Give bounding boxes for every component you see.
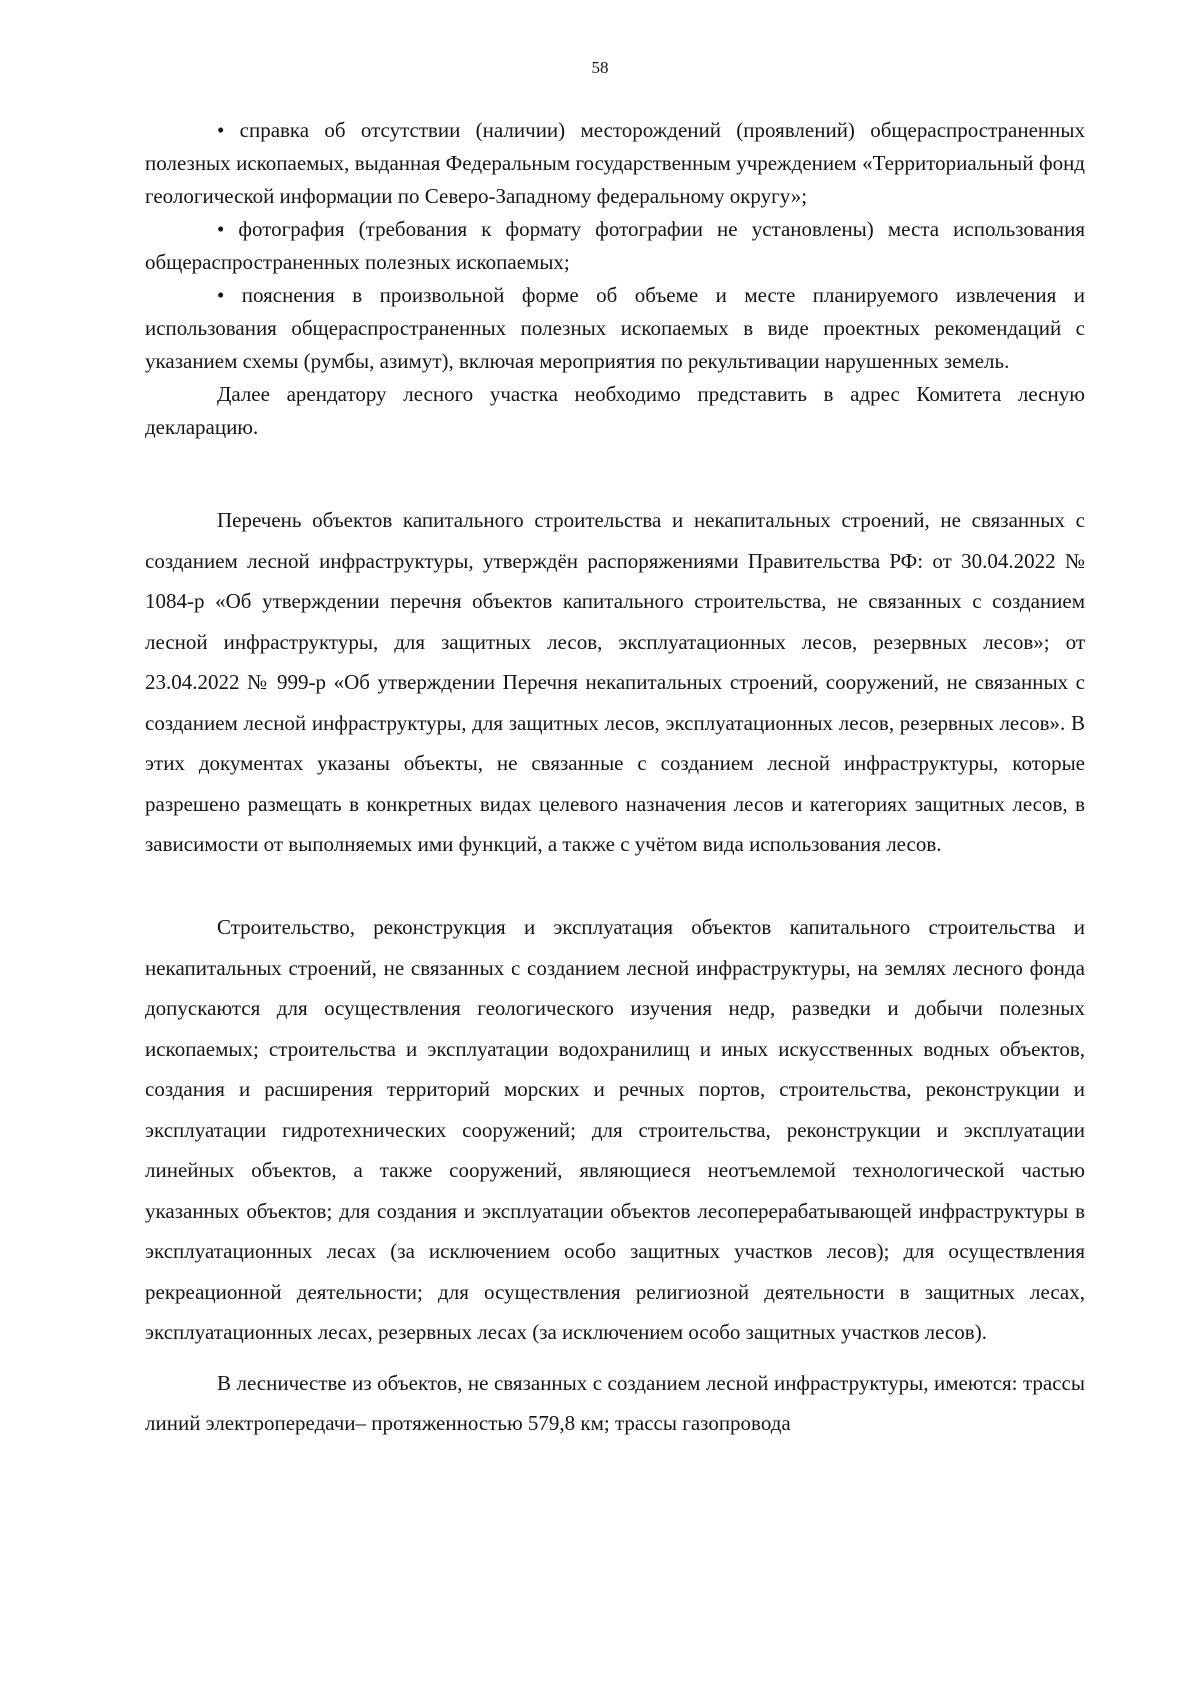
paragraph-construction: Строительство, реконструкция и эксплуатация объектов капитального строительства и некапитальных строений, не связанных с созданием лесной инфраструктуры, на землях лесного фонда допускаются для осуществления геологического изучения недр, разведки и добычи полезных ископаемых; строительства и эксплуатации водохранилищ и иных искусственных водных объектов, создания и расширения территорий морских и речных портов, строительства, реконструкции и эксплуатации гидротехнических сооружений; для строительства, реконструкции и эксплуатации линейных объектов, а также сооружений, являющиеся неотъемлемой технологической частью указанных объектов; для создания и эксплуатации объектов лесоперерабатывающей инфраструктуры в эксплуатационных лесах (за исключением особо защитных участков лесов); для осуществления рекреационной деятельности; для осуществления религиозной деятельности в защитных лесах, эксплуатационных лесах, резервных лесах (за исключением особо защитных участков лесов). (145, 915, 1085, 1344)
bullet-item-photo: • фотография (требования к формату фотографии не установлены) места использования общераспространенных полезных ископаемых; (145, 217, 1085, 274)
paragraph-declaration: Далее арендатору лесного участка необходимо представить в адрес Комитета лесную декларацию. (145, 382, 1085, 439)
construction-block (145, 907, 1085, 1444)
page-number: 58 (591, 58, 609, 77)
paragraph-forestry-objects: В лесничестве из объектов, не связанных с созданием лесной инфраструктуры, имеются: трассы линий электропередачи– протяженностью 579,8 км; трассы газопровода (145, 1370, 1085, 1435)
bullet-list-block (145, 114, 1085, 444)
paragraph-list-of-objects: Перечень объектов капитального строительства и некапитальных строений, не связанных с созданием лесной инфраструктуры, утверждён распоряжениями Правительства РФ: от 30.04.2022 № 1084-р «Об утверждении перечня объектов капитального строительства, не связанных с созданием лесной инфраструктуры, для защитных лесов, эксплуатационных лесов, резервных лесов»; от 23.04.2022 № 999-р «Об утверждении Перечня некапитальных строений, сооружений, не связанных с созданием лесной инфраструктуры, для защитных лесов, эксплуатационных лесов, резервных лесов». В этих документах указаны объекты, не связанные с созданием лесной инфраструктуры, которые разрешено размещать в конкретных видах целевого назначения лесов и категориях защитных лесов, в зависимости от выполняемых ими функций, а также с учётом вида использования лесов. (145, 508, 1085, 856)
objects-list-block (145, 500, 1085, 865)
bullet-item-certificate: • справка об отсутствии (наличии) месторождений (проявлений) общераспространенных полезных ископаемых, выданная Федеральным государственным учреждением «Территориальный фонд геологической информации по Северо-Западному федеральному округу»; (145, 118, 1085, 208)
bullet-item-explanations: • пояснения в произвольной форме об объеме и месте планируемого извлечения и использования общераспространенных полезных ископаемых в виде проектных рекомендаций с указанием схемы (румбы, азимут), включая мероприятия по рекультивации нарушенных земель. (145, 283, 1085, 373)
